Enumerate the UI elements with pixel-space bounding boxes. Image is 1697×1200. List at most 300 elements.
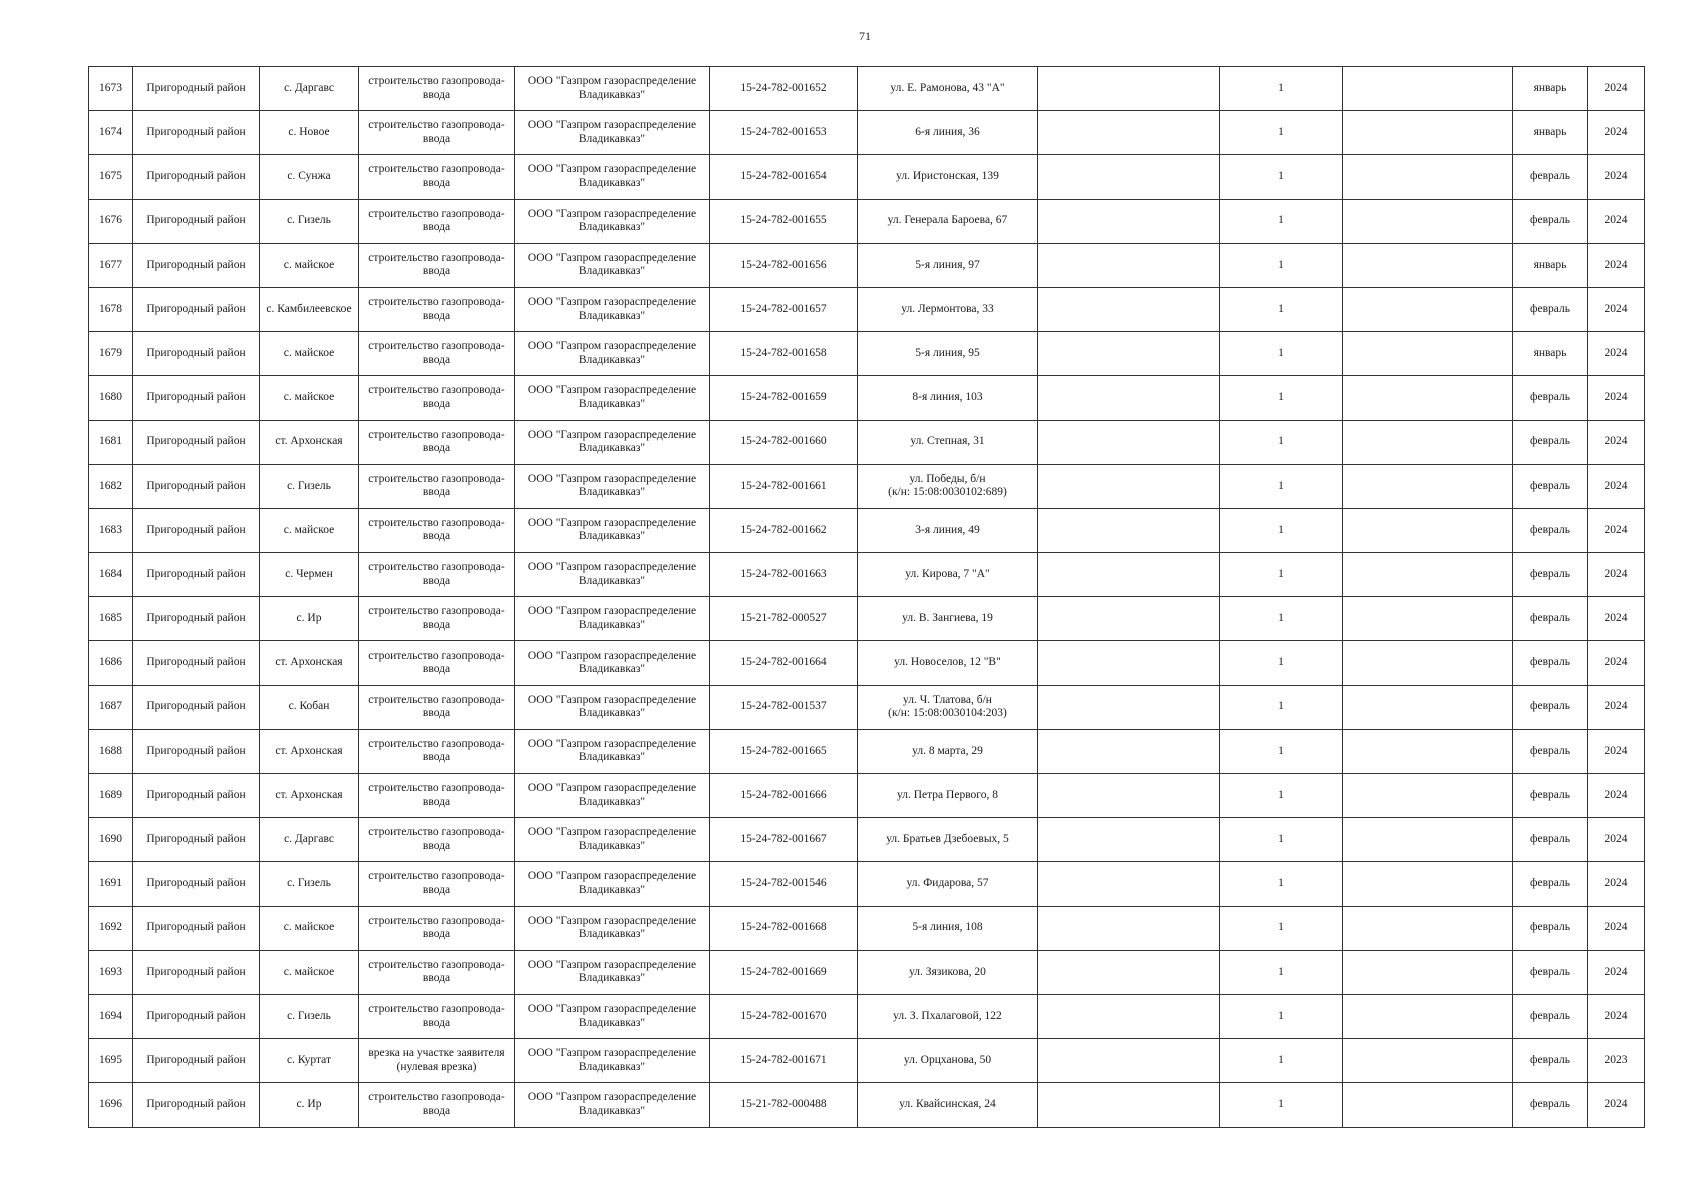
empty-cell	[1343, 67, 1513, 111]
row-number-cell: 1685	[89, 597, 133, 641]
month-cell: февраль	[1513, 287, 1588, 331]
district-cell: Пригородный район	[133, 597, 260, 641]
table-row	[89, 950, 1645, 994]
row-number-cell: 1673	[89, 67, 133, 111]
district-cell: Пригородный район	[133, 774, 260, 818]
quantity-cell: 1	[1220, 332, 1343, 376]
district-cell: Пригородный район	[133, 508, 260, 552]
empty-cell	[1343, 376, 1513, 420]
application-code-cell: 15-24-782-001659	[710, 376, 858, 420]
application-code-cell: 15-24-782-001668	[710, 906, 858, 950]
year-cell: 2024	[1588, 553, 1645, 597]
organization-cell: ООО "Газпром газораспределение Владикавказ"	[515, 729, 710, 773]
district-cell: Пригородный район	[133, 729, 260, 773]
empty-cell	[1343, 862, 1513, 906]
empty-cell	[1343, 553, 1513, 597]
row-number-cell: 1689	[89, 774, 133, 818]
table-row	[89, 508, 1645, 552]
settlement-cell: ст. Архонская	[260, 420, 359, 464]
month-cell: февраль	[1513, 862, 1588, 906]
settlement-cell: с. майское	[260, 243, 359, 287]
table-row	[89, 862, 1645, 906]
year-cell: 2024	[1588, 818, 1645, 862]
table-row	[89, 1039, 1645, 1083]
district-cell: Пригородный район	[133, 199, 260, 243]
quantity-cell: 1	[1220, 729, 1343, 773]
empty-cell	[1038, 464, 1220, 508]
quantity-cell: 1	[1220, 774, 1343, 818]
organization-cell: ООО "Газпром газораспределение Владикавказ"	[515, 685, 710, 729]
organization-cell: ООО "Газпром газораспределение Владикавказ"	[515, 597, 710, 641]
address-cell: 5-я линия, 97	[858, 243, 1038, 287]
application-code-cell: 15-24-782-001656	[710, 243, 858, 287]
month-cell: февраль	[1513, 420, 1588, 464]
application-code-cell: 15-24-782-001537	[710, 685, 858, 729]
table-row	[89, 287, 1645, 331]
year-cell: 2024	[1588, 906, 1645, 950]
empty-cell	[1038, 862, 1220, 906]
work-type-cell: строительство газопровода- ввода	[359, 420, 515, 464]
application-code-cell: 15-24-782-001655	[710, 199, 858, 243]
organization-cell: ООО "Газпром газораспределение Владикавказ"	[515, 906, 710, 950]
table-row	[89, 155, 1645, 199]
work-type-cell: строительство газопровода- ввода	[359, 641, 515, 685]
district-cell: Пригородный район	[133, 1083, 260, 1127]
table-row	[89, 420, 1645, 464]
application-code-cell: 15-21-782-000527	[710, 597, 858, 641]
address-cell: ул. Лермонтова, 33	[858, 287, 1038, 331]
work-type-cell: строительство газопровода- ввода	[359, 818, 515, 862]
settlement-cell: с. Гизель	[260, 199, 359, 243]
month-cell: февраль	[1513, 818, 1588, 862]
empty-cell	[1038, 287, 1220, 331]
table-row	[89, 685, 1645, 729]
row-number-cell: 1676	[89, 199, 133, 243]
work-type-cell: строительство газопровода- ввода	[359, 464, 515, 508]
work-type-cell: врезка на участке заявителя (нулевая врезка)	[359, 1039, 515, 1083]
district-cell: Пригородный район	[133, 420, 260, 464]
year-cell: 2023	[1588, 1039, 1645, 1083]
year-cell: 2024	[1588, 111, 1645, 155]
address-cell: ул. 8 марта, 29	[858, 729, 1038, 773]
month-cell: февраль	[1513, 641, 1588, 685]
year-cell: 2024	[1588, 685, 1645, 729]
year-cell: 2024	[1588, 597, 1645, 641]
empty-cell	[1038, 685, 1220, 729]
settlement-cell: с. майское	[260, 508, 359, 552]
work-type-cell: строительство газопровода- ввода	[359, 597, 515, 641]
year-cell: 2024	[1588, 67, 1645, 111]
work-type-cell: строительство газопровода- ввода	[359, 67, 515, 111]
organization-cell: ООО "Газпром газораспределение Владикавказ"	[515, 376, 710, 420]
settlement-cell: с. Ир	[260, 597, 359, 641]
year-cell: 2024	[1588, 155, 1645, 199]
row-number-cell: 1687	[89, 685, 133, 729]
district-cell: Пригородный район	[133, 994, 260, 1038]
district-cell: Пригородный район	[133, 862, 260, 906]
address-cell: ул. Орцханова, 50	[858, 1039, 1038, 1083]
address-cell: ул. В. Зангиева, 19	[858, 597, 1038, 641]
row-number-cell: 1680	[89, 376, 133, 420]
empty-cell	[1038, 1083, 1220, 1127]
month-cell: февраль	[1513, 729, 1588, 773]
work-type-cell: строительство газопровода- ввода	[359, 994, 515, 1038]
table-row	[89, 641, 1645, 685]
address-cell: ул. Фидарова, 57	[858, 862, 1038, 906]
organization-cell: ООО "Газпром газораспределение Владикавказ"	[515, 818, 710, 862]
settlement-cell: с. майское	[260, 906, 359, 950]
empty-cell	[1038, 950, 1220, 994]
application-code-cell: 15-24-782-001653	[710, 111, 858, 155]
year-cell: 2024	[1588, 508, 1645, 552]
row-number-cell: 1675	[89, 155, 133, 199]
row-number-cell: 1686	[89, 641, 133, 685]
quantity-cell: 1	[1220, 111, 1343, 155]
organization-cell: ООО "Газпром газораспределение Владикавказ"	[515, 199, 710, 243]
address-cell: ул. Новоселов, 12 "В"	[858, 641, 1038, 685]
application-code-cell: 15-21-782-000488	[710, 1083, 858, 1127]
quantity-cell: 1	[1220, 641, 1343, 685]
month-cell: февраль	[1513, 906, 1588, 950]
organization-cell: ООО "Газпром газораспределение Владикавказ"	[515, 862, 710, 906]
settlement-cell: с. Камбилеевское	[260, 287, 359, 331]
application-code-cell: 15-24-782-001652	[710, 67, 858, 111]
address-cell: ул. Петра Первого, 8	[858, 774, 1038, 818]
year-cell: 2024	[1588, 332, 1645, 376]
address-cell: ул. Степная, 31	[858, 420, 1038, 464]
year-cell: 2024	[1588, 199, 1645, 243]
empty-cell	[1038, 199, 1220, 243]
quantity-cell: 1	[1220, 685, 1343, 729]
settlement-cell: с. Гизель	[260, 862, 359, 906]
district-cell: Пригородный район	[133, 685, 260, 729]
settlement-cell: с. майское	[260, 950, 359, 994]
quantity-cell: 1	[1220, 818, 1343, 862]
empty-cell	[1343, 641, 1513, 685]
address-cell: ул. Зязикова, 20	[858, 950, 1038, 994]
settlement-cell: с. Сунжа	[260, 155, 359, 199]
quantity-cell: 1	[1220, 464, 1343, 508]
address-cell: ул. Кирова, 7 "А"	[858, 553, 1038, 597]
application-code-cell: 15-24-782-001670	[710, 994, 858, 1038]
organization-cell: ООО "Газпром газораспределение Владикавказ"	[515, 67, 710, 111]
empty-cell	[1343, 243, 1513, 287]
quantity-cell: 1	[1220, 950, 1343, 994]
application-code-cell: 15-24-782-001663	[710, 553, 858, 597]
year-cell: 2024	[1588, 994, 1645, 1038]
table-row	[89, 597, 1645, 641]
row-number-cell: 1684	[89, 553, 133, 597]
work-type-cell: строительство газопровода- ввода	[359, 199, 515, 243]
organization-cell: ООО "Газпром газораспределение Владикавказ"	[515, 994, 710, 1038]
empty-cell	[1038, 111, 1220, 155]
month-cell: февраль	[1513, 199, 1588, 243]
empty-cell	[1343, 464, 1513, 508]
work-type-cell: строительство газопровода- ввода	[359, 553, 515, 597]
district-cell: Пригородный район	[133, 464, 260, 508]
year-cell: 2024	[1588, 376, 1645, 420]
empty-cell	[1038, 420, 1220, 464]
year-cell: 2024	[1588, 641, 1645, 685]
quantity-cell: 1	[1220, 199, 1343, 243]
address-cell: ул. Е. Рамонова, 43 "А"	[858, 67, 1038, 111]
month-cell: февраль	[1513, 1083, 1588, 1127]
quantity-cell: 1	[1220, 420, 1343, 464]
address-cell: 5-я линия, 95	[858, 332, 1038, 376]
empty-cell	[1343, 287, 1513, 331]
table-row	[89, 111, 1645, 155]
settlement-cell: с. Даргавс	[260, 67, 359, 111]
row-number-cell: 1679	[89, 332, 133, 376]
organization-cell: ООО "Газпром газораспределение Владикавказ"	[515, 464, 710, 508]
application-code-cell: 15-24-782-001658	[710, 332, 858, 376]
quantity-cell: 1	[1220, 67, 1343, 111]
settlement-cell: с. Чермен	[260, 553, 359, 597]
month-cell: февраль	[1513, 994, 1588, 1038]
settlement-cell: с. Ир	[260, 1083, 359, 1127]
organization-cell: ООО "Газпром газораспределение Владикавказ"	[515, 1039, 710, 1083]
district-cell: Пригородный район	[133, 287, 260, 331]
month-cell: февраль	[1513, 464, 1588, 508]
empty-cell	[1038, 994, 1220, 1038]
row-number-cell: 1692	[89, 906, 133, 950]
month-cell: февраль	[1513, 155, 1588, 199]
address-cell: 3-я линия, 49	[858, 508, 1038, 552]
empty-cell	[1343, 906, 1513, 950]
work-type-cell: строительство газопровода- ввода	[359, 243, 515, 287]
empty-cell	[1038, 67, 1220, 111]
month-cell: февраль	[1513, 553, 1588, 597]
registry-body	[89, 67, 1645, 1128]
organization-cell: ООО "Газпром газораспределение Владикавказ"	[515, 774, 710, 818]
table-row	[89, 243, 1645, 287]
empty-cell	[1343, 685, 1513, 729]
table-row	[89, 818, 1645, 862]
settlement-cell: ст. Архонская	[260, 641, 359, 685]
month-cell: февраль	[1513, 774, 1588, 818]
empty-cell	[1343, 1083, 1513, 1127]
organization-cell: ООО "Газпром газораспределение Владикавказ"	[515, 1083, 710, 1127]
month-cell: февраль	[1513, 376, 1588, 420]
address-cell: ул. Иристонская, 139	[858, 155, 1038, 199]
table-row	[89, 994, 1645, 1038]
work-type-cell: строительство газопровода- ввода	[359, 508, 515, 552]
application-code-cell: 15-24-782-001657	[710, 287, 858, 331]
district-cell: Пригородный район	[133, 553, 260, 597]
month-cell: февраль	[1513, 950, 1588, 994]
year-cell: 2024	[1588, 774, 1645, 818]
district-cell: Пригородный район	[133, 950, 260, 994]
empty-cell	[1038, 818, 1220, 862]
row-number-cell: 1677	[89, 243, 133, 287]
organization-cell: ООО "Газпром газораспределение Владикавказ"	[515, 508, 710, 552]
organization-cell: ООО "Газпром газораспределение Владикавказ"	[515, 420, 710, 464]
empty-cell	[1343, 508, 1513, 552]
quantity-cell: 1	[1220, 553, 1343, 597]
settlement-cell: ст. Архонская	[260, 729, 359, 773]
empty-cell	[1343, 155, 1513, 199]
year-cell: 2024	[1588, 950, 1645, 994]
empty-cell	[1038, 597, 1220, 641]
settlement-cell: с. Новое	[260, 111, 359, 155]
empty-cell	[1038, 774, 1220, 818]
application-code-cell: 15-24-782-001662	[710, 508, 858, 552]
work-type-cell: строительство газопровода- ввода	[359, 332, 515, 376]
organization-cell: ООО "Газпром газораспределение Владикавказ"	[515, 155, 710, 199]
empty-cell	[1343, 332, 1513, 376]
quantity-cell: 1	[1220, 243, 1343, 287]
work-type-cell: строительство газопровода- ввода	[359, 729, 515, 773]
month-cell: январь	[1513, 111, 1588, 155]
month-cell: январь	[1513, 332, 1588, 376]
address-cell: ул. Ч. Тлатова, б/н (к/н: 15:08:0030104:203)	[858, 685, 1038, 729]
work-type-cell: строительство газопровода- ввода	[359, 862, 515, 906]
row-number-cell: 1694	[89, 994, 133, 1038]
empty-cell	[1343, 420, 1513, 464]
year-cell: 2024	[1588, 1083, 1645, 1127]
work-type-cell: строительство газопровода- ввода	[359, 1083, 515, 1127]
work-type-cell: строительство газопровода- ввода	[359, 287, 515, 331]
application-code-cell: 15-24-782-001664	[710, 641, 858, 685]
organization-cell: ООО "Газпром газораспределение Владикавказ"	[515, 287, 710, 331]
work-type-cell: строительство газопровода- ввода	[359, 155, 515, 199]
year-cell: 2024	[1588, 464, 1645, 508]
organization-cell: ООО "Газпром газораспределение Владикавказ"	[515, 243, 710, 287]
application-code-cell: 15-24-782-001667	[710, 818, 858, 862]
work-type-cell: строительство газопровода- ввода	[359, 111, 515, 155]
month-cell: январь	[1513, 67, 1588, 111]
row-number-cell: 1691	[89, 862, 133, 906]
district-cell: Пригородный район	[133, 818, 260, 862]
year-cell: 2024	[1588, 862, 1645, 906]
month-cell: февраль	[1513, 508, 1588, 552]
row-number-cell: 1688	[89, 729, 133, 773]
settlement-cell: ст. Архонская	[260, 774, 359, 818]
quantity-cell: 1	[1220, 597, 1343, 641]
row-number-cell: 1690	[89, 818, 133, 862]
table-row	[89, 906, 1645, 950]
organization-cell: ООО "Газпром газораспределение Владикавказ"	[515, 553, 710, 597]
district-cell: Пригородный район	[133, 243, 260, 287]
empty-cell	[1038, 729, 1220, 773]
address-cell: 5-я линия, 108	[858, 906, 1038, 950]
district-cell: Пригородный район	[133, 155, 260, 199]
table-row	[89, 1083, 1645, 1127]
application-code-cell: 15-24-782-001654	[710, 155, 858, 199]
row-number-cell: 1681	[89, 420, 133, 464]
settlement-cell: с. Кобан	[260, 685, 359, 729]
empty-cell	[1343, 950, 1513, 994]
address-cell: ул. Братьев Дзебоевых, 5	[858, 818, 1038, 862]
quantity-cell: 1	[1220, 906, 1343, 950]
empty-cell	[1343, 111, 1513, 155]
empty-cell	[1343, 729, 1513, 773]
organization-cell: ООО "Газпром газораспределение Владикавказ"	[515, 950, 710, 994]
address-cell: ул. Победы, б/н (к/н: 15:08:0030102:689)	[858, 464, 1038, 508]
organization-cell: ООО "Газпром газораспределение Владикавказ"	[515, 111, 710, 155]
settlement-cell: с. Гизель	[260, 994, 359, 1038]
empty-cell	[1038, 155, 1220, 199]
table-row	[89, 199, 1645, 243]
settlement-cell: с. Даргавс	[260, 818, 359, 862]
year-cell: 2024	[1588, 420, 1645, 464]
row-number-cell: 1683	[89, 508, 133, 552]
address-cell: 6-я линия, 36	[858, 111, 1038, 155]
quantity-cell: 1	[1220, 862, 1343, 906]
quantity-cell: 1	[1220, 994, 1343, 1038]
table-row	[89, 67, 1645, 111]
district-cell: Пригородный район	[133, 67, 260, 111]
settlement-cell: с. майское	[260, 332, 359, 376]
row-number-cell: 1678	[89, 287, 133, 331]
empty-cell	[1343, 818, 1513, 862]
district-cell: Пригородный район	[133, 332, 260, 376]
empty-cell	[1038, 906, 1220, 950]
settlement-cell: с. Гизель	[260, 464, 359, 508]
table-row	[89, 553, 1645, 597]
empty-cell	[1343, 774, 1513, 818]
table-row	[89, 774, 1645, 818]
work-type-cell: строительство газопровода- ввода	[359, 376, 515, 420]
application-code-cell: 15-24-782-001669	[710, 950, 858, 994]
row-number-cell: 1674	[89, 111, 133, 155]
empty-cell	[1038, 553, 1220, 597]
month-cell: февраль	[1513, 685, 1588, 729]
application-code-cell: 15-24-782-001671	[710, 1039, 858, 1083]
quantity-cell: 1	[1220, 1039, 1343, 1083]
address-cell: 8-я линия, 103	[858, 376, 1038, 420]
quantity-cell: 1	[1220, 1083, 1343, 1127]
row-number-cell: 1693	[89, 950, 133, 994]
empty-cell	[1038, 376, 1220, 420]
empty-cell	[1038, 332, 1220, 376]
table-row	[89, 464, 1645, 508]
row-number-cell: 1682	[89, 464, 133, 508]
quantity-cell: 1	[1220, 508, 1343, 552]
organization-cell: ООО "Газпром газораспределение Владикавказ"	[515, 332, 710, 376]
empty-cell	[1038, 1039, 1220, 1083]
empty-cell	[1343, 994, 1513, 1038]
quantity-cell: 1	[1220, 287, 1343, 331]
empty-cell	[1343, 597, 1513, 641]
district-cell: Пригородный район	[133, 906, 260, 950]
year-cell: 2024	[1588, 287, 1645, 331]
quantity-cell: 1	[1220, 155, 1343, 199]
quantity-cell: 1	[1220, 376, 1343, 420]
year-cell: 2024	[1588, 729, 1645, 773]
empty-cell	[1343, 199, 1513, 243]
work-type-cell: строительство газопровода- ввода	[359, 685, 515, 729]
row-number-cell: 1696	[89, 1083, 133, 1127]
empty-cell	[1343, 1039, 1513, 1083]
address-cell: ул. Квайсинская, 24	[858, 1083, 1038, 1127]
empty-cell	[1038, 508, 1220, 552]
row-number-cell: 1695	[89, 1039, 133, 1083]
work-type-cell: строительство газопровода- ввода	[359, 774, 515, 818]
page-number: 71	[859, 29, 871, 43]
application-code-cell: 15-24-782-001546	[710, 862, 858, 906]
table-row	[89, 729, 1645, 773]
district-cell: Пригородный район	[133, 111, 260, 155]
organization-cell: ООО "Газпром газораспределение Владикавказ"	[515, 641, 710, 685]
month-cell: январь	[1513, 243, 1588, 287]
district-cell: Пригородный район	[133, 641, 260, 685]
work-type-cell: строительство газопровода- ввода	[359, 906, 515, 950]
empty-cell	[1038, 641, 1220, 685]
table-row	[89, 376, 1645, 420]
district-cell: Пригородный район	[133, 1039, 260, 1083]
address-cell: ул. З. Пхалаговой, 122	[858, 994, 1038, 1038]
